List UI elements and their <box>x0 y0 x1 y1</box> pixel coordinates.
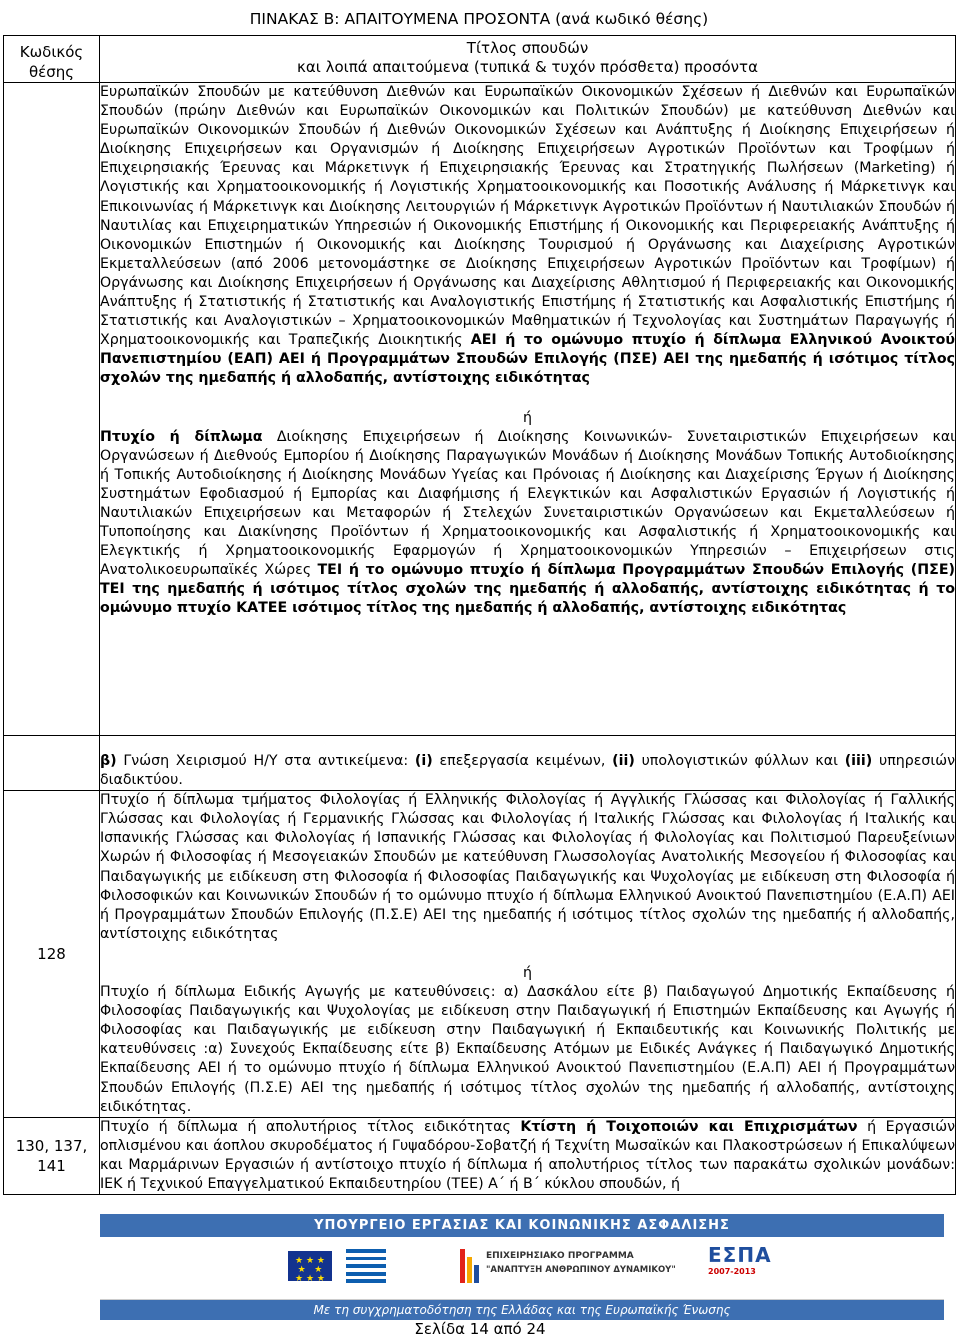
or-separator: ή <box>523 409 532 426</box>
eu-flag-icon: ★ ★ ★ ★ ★ ★ ★ ★ <box>288 1251 332 1281</box>
greek-flag-icon <box>346 1249 386 1283</box>
espa-logo: ΕΣΠΑ 2007-2013 <box>708 1243 772 1276</box>
qualification-paragraph: Πτυχίο ή δίπλωμα Διοίκησης Επιχειρήσεων ή Διοίκησης Κοινωνικών- Συνεταιριστικών Επιχειρήσεων και Οργανώσεων ή Διεθνούς Εμπορίου ή Διοίκησης Παραγωγικών Μονάδων ή Διοίκησης Μονάδων Τοπικής Αυτοδιοίκησης ή Τοπικής Αυτοδιοίκησης ή Διοίκησης Μονάδων Υγείας και Πρόνοιας ή Διοίκησης και Διαχείρισης Έργων ή Διοίκησης Συστημάτων Εφοδιασμού ή Εμπορίας και Διαφήμισης ή Ελεγκτικών και Ασφαλιστικών Εργασιών ή Λογιστικής ή Ναυτιλιακών Επιχειρήσεων και Μεταφορών ή Στελεχών Συνεταιριστικών Οργανώσεων και Εκμεταλλεύσεων ή Τυποποίησης και Διακίνησης Προϊόντων ή Χρηματοοικονομικής και Ασφαλιστικής ή Χρηματοοικονομικής και Ελεγκτικής ή Χρηματοοικονομικής Εφαρμογών ή Χρηματοοικονομικών Υπηρεσιών – Επιχειρήσεων στις Ανατολικοευρωπαϊκές Χώρες ΤΕΙ ή το ομώνυμο πτυχίο ή δίπλωμα Προγραμμάτων Σπουδών Επιλογής (ΠΣΕ) ΤΕΙ της ημεδαπής ή ισότιμος τίτλος σχολών της ημεδαπής ή αλλοδαπής, αντίστοιχης ειδικότητας ή το ομώνυμο πτυχίο ΚΑΤΕΕ ισότιμος τίτλος της ημεδαπής ή αλλοδαπής, αντίστοιχης ειδικότητας <box>100 428 956 617</box>
requirements-table <box>3 35 956 1195</box>
qualification-bold-text: ΑΕΙ ή το ομώνυμο πτυχίο ή δίπλωμα Ελληνικού Ανοικτού Πανεπιστημίου (ΕΑΠ) ΑΕΙ ή Προγραμμάτων Σπουδών Επιλογής (ΠΣΕ) ΑΕΙ της ημεδαπής ή ισότιμος τίτλος σχολών της ημεδαπής ή αλλοδαπής, αντίστοιχης ειδικότητας <box>100 332 955 387</box>
programme-bars-icon <box>460 1249 480 1283</box>
title-header-line2: και λοιπά απαιτούμενα (τυπικά & τυχόν πρόσθετα) προσόντα <box>297 58 758 76</box>
qualification-paragraph: Πτυχίο ή δίπλωμα τμήματος Φιλολογίας ή Ελληνικής Φιλολογίας ή Αγγλικής Γλώσσας και Φιλολογίας ή Γαλλικής Γλώσσας και Φιλολογίας ή Γερμανικής Γλώσσας και Φιλολογίας ή Ιταλικής Γλώσσας και Φιλολογίας ή Ιταλικής και Ισπανικής Γλώσσας και Φιλολογίας ή Ισπανικής Γλώσσας και Φιλολογίας ή Φιλολογίας και Πολιτισμού Παρευξείνιων Χωρών ή Φιλοσοφίας ή Μεσογειακών Σπουδών με κατεύθυνση Γλωσσολογίας Ανατολικής Μεσογείου ή Φιλοσοφίας και Παιδαγωγικής με ειδίκευση στη Φιλοσοφία ή Φιλοσοφίας Παιδαγωγικής και Ψυχολογίας με ειδίκευση στη Φιλοσοφία ή Φιλοσοφικών και Κοινωνικών Σπουδών ή το ομώνυμο πτυχίο ή δίπλωμα Ελληνικού Ανοικτού Πανεπιστημίου (Ε.Α.Π) ΑΕΙ ή Προγραμμάτων Σπουδών Επιλογής (Π.Σ.Ε) ΑΕΙ της ημεδαπής ή ισότιμος τίτλος σχολών της ημεδαπής ή αλλοδαπής, αντίστοιχης ειδικότητας <box>100 792 955 942</box>
code-cell-row1b <box>4 736 100 791</box>
ministry-banner: ΥΠΟΥΡΓΕΙΟ ΕΡΓΑΣΙΑΣ ΚΑΙ ΚΟΙΝΩΝΙΚΗΣ ΑΣΦΑΛΙΣΗΣ <box>100 1214 944 1237</box>
table-row <box>4 83 956 736</box>
funding-banner <box>100 1214 944 1323</box>
document-frame <box>3 5 955 1195</box>
table-row <box>4 1117 956 1194</box>
qualification-paragraph: Ευρωπαϊκών Σπουδών με κατεύθυνση Διεθνών και Ευρωπαϊκών Οικονομικών Σχέσεων ή Διεθνών και Ευρωπαϊκών Σπουδών (πρώην Διεθνών και Ευρωπαϊκών Οικονομικών και Πολιτικών Σπουδών) με κατεύθυνση Διεθνών και Ευρωπαϊκών Οικονομικών Σπουδών ή Διεθνών Οικονομικών Σχέσεων και Ανάπτυξης ή Διοίκησης Επιχειρήσεων ή Διοίκησης Επιχειρήσεων και Οργανισμών ή Διοίκησης Επιχειρήσεων Αγροτικών Προϊόντων και Τροφίμων ή Επιχειρησιακής Έρευνας και Μάρκετινγκ ή Επιχειρησιακής Έρευνας και Στρατηγικής Πωλήσεων (Marketing) ή Λογιστικής και Χρηματοοικονομικής ή Λογιστικής Χρηματοοικονομικής και Ποσοτικής Ανάλυσης ή Μάρκετινγκ και Επικοινωνίας ή Μάρκετινγκ και Διοίκησης Λειτουργιών ή Μάρκετινγκ Αγροτικών Προϊόντων ή Ναυτιλιακών Σπουδών ή Ναυτιλίας και Επιχειρηματικών Υπηρεσιών ή Οικονομικής Επιστήμης ή Οικονομικής και Περιφερειακής Ανάπτυξης ή Οικονομικών Επιστημών ή Οικονομικής και Διοίκησης Τουρισμού ή Οργάνωσης και Διαχείρισης Αγροτικών Εκμεταλλεύσεων (από 2006 μετονομάστηκε σε Διοίκησης Επιχειρήσεων Αγροτικών Προϊόντων και Τροφίμων) ή Οργάνωσης και Διοίκησης Επιχειρήσεων ή Οργάνωσης και Διαχείρισης Αθλητισμού ή Περιφερειακής και Οικονομικής Ανάπτυξης ή Στατιστικής ή Στατιστικής και Αναλογιστικής Επιστήμης ή Στατιστικής και Ασφαλιστικής Επιστήμης ή Στατιστικής και Αναλογιστικών – Χρηματοοικονομικών Μαθηματικών ή Τεχνολογίας και Συστημάτων Παραγωγής ή Χρηματοοικονομικής και Τραπεζικής Διοικητικής ΑΕΙ ή το ομώνυμο πτυχίο ή δίπλωμα Ελληνικού Ανοικτού Πανεπιστημίου (ΕΑΠ) ΑΕΙ ή Προγραμμάτων Σπουδών Επιλογής (ΠΣΕ) ΑΕΙ της ημεδαπής ή ισότιμος τίτλος σχολών της ημεδαπής ή αλλοδαπής, αντίστοιχης ειδικότητας <box>100 84 955 387</box>
table-row <box>4 736 956 791</box>
code-column-header <box>4 36 100 83</box>
qualifications-cell-128 <box>100 791 956 1118</box>
qualification-paragraph: Πτυχίο ή δίπλωμα Ειδικής Αγωγής με κατευθύνσεις: α) Δασκάλου είτε β) Παιδαγωγού Δημοτικής Εκπαίδευσης ή Φιλοσοφίας Παιδαγωγικής και Ψυχολογίας με ειδίκευση στην Παιδαγωγική ή Επιστημών Εκπαίδευσης και Αγωγής ή Φιλοσοφίας και Παιδαγωγικής με ειδίκευση στην Παιδαγωγική ή Εκπαιδευτικής και Κοινωνικής Πολιτικής με κατευθύνσεις :α) Συνεχούς Εκπαίδευσης είτε β) Εκπαίδευσης Ατόμων με Ειδικές Ανάγκες ή Παιδαγωγικό Δημοτικής Εκπαίδευσης ΑΕΙ ή το ομώνυμο πτυχίο ή δίπλωμα Ελληνικού Ανοικτού Πανεπιστημίου (Ε.Α.Π) ΑΕΙ ή Προγραμμάτων Σπουδών Επιλογής (Π.Σ.Ε) ΑΕΙ της ημεδαπής ή ισότιμος τίτλος σχολών της ημεδαπής ή αλλοδαπής, αντίστοιχης ειδικότητας. <box>100 984 955 1115</box>
page-title: ΠΙΝΑΚΑΣ Β: ΑΠΑΙΤΟΥΜΕΝΑ ΠΡΟΣΟΝΤΑ (ανά κωδικό θέσης) <box>249 10 709 28</box>
title-column-header <box>100 36 956 83</box>
or-separator: ή <box>523 964 532 981</box>
logo-strip <box>100 1237 944 1300</box>
code-cell-row1 <box>4 83 100 736</box>
cofunding-motto: Με τη συγχρηματοδότηση της Ελλάδας και της Ευρωπαϊκής Ένωσης <box>100 1300 944 1320</box>
code-header-line1: Κωδικός <box>19 43 84 61</box>
table-header-row <box>4 36 956 83</box>
code-cell-128: 128 <box>4 791 100 1118</box>
operational-programme-logo: ΕΠΙΧΕΙΡΗΣΙΑΚΟ ΠΡΟΓΡΑΜΜΑ "ΑΝΑΠΤΥΞΗ ΑΝΘΡΩΠΙΝΟΥ ΔΥΝΑΜΙΚΟΥ" <box>460 1249 660 1287</box>
computer-skills-paragraph: β) Γνώση Χειρισμού Η/Υ στα αντικείμενα: (i) επεξεργασία κειμένων, (ii) υπολογιστικών φύλλων και (iii) υπηρεσιών διαδικτύου. <box>100 753 956 789</box>
computer-skills-cell <box>100 736 956 791</box>
title-header-line1: Τίτλος σπουδών <box>466 39 589 57</box>
qualifications-cell-130 <box>100 1117 956 1194</box>
page-number: Σελίδα 14 από 24 <box>414 1320 546 1338</box>
code-header-line2: θέσης <box>28 63 75 81</box>
code-cell-130-137-141: 130, 137, 141 <box>4 1117 100 1194</box>
qualification-paragraph: Πτυχίο ή δίπλωμα ή απολυτήριος τίτλος ειδικότητας Κτίστη ή Τοιχοποιών και Επιχρισμάτων ή Εργασιών οπλισμένου και άοπλου σκυροδέματος ή Γυψαδόρου-Σοβατζή ή Τεχνίτη Μωσαϊκών και Πλακοστρώσεων ή Επικαλύψεων και Μαρμάρινων Εργασιών ή αντίστοιχο πτυχίο ή δίπλωμα ή απολυτήριος τίτλος των παρακάτω σχολικών μονάδων: ΙΕΚ ή Τεχνικού Επαγγελματικού Εκπαιδευτηρίου (ΤΕΕ) Α΄ ή Β΄ κύκλου σπουδών, ή <box>100 1118 955 1192</box>
table-row <box>4 791 956 1118</box>
qualifications-cell-row1 <box>100 83 956 736</box>
